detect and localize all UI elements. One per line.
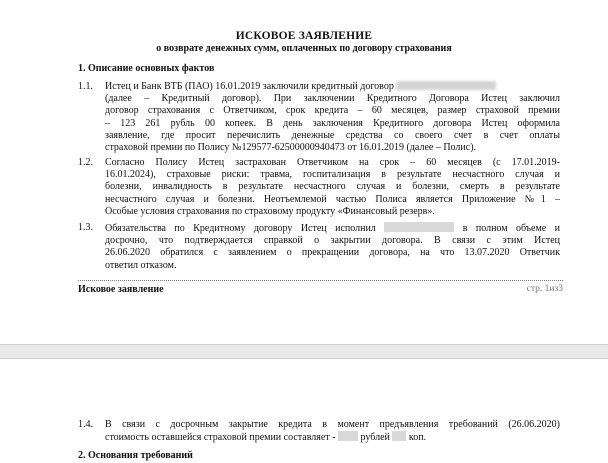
paragraph-1-1 <box>105 81 560 154</box>
paragraph-line: договор страхования с Ответчиком, срок кредита – 60 месяцев, размер страховой премии <box>105 105 560 117</box>
paragraph-line: – 123 261 рубль 00 копеек. В день заключения Кредитного договора Истец оформила <box>105 117 560 129</box>
document-title: ИСКОВОЕ ЗАЯВЛЕНИЕ <box>235 30 373 42</box>
paragraph-number-1-1: 1.1. <box>78 81 93 92</box>
paragraph-line: досрочно, что подтверждается справкой о закрытии договора. В связи с этим Истец <box>105 235 560 247</box>
paragraph-1-2 <box>105 157 560 218</box>
redacted-amount <box>384 222 454 232</box>
document-subtitle: о возврате денежных сумм, оплаченных по договору страхования <box>156 43 452 54</box>
paragraph-line: ответил отказом. <box>105 259 177 271</box>
paragraph-number-1-2: 1.2. <box>78 157 93 168</box>
footer-divider <box>78 280 563 281</box>
section-heading-1: 1. Описание основных фактов <box>78 63 215 74</box>
redacted-rubles <box>338 431 358 441</box>
paragraph-line: страховой премии по Полису №129577-62500000940473 от 16.01.2019 (далее – Полис). <box>105 142 477 154</box>
page-separator <box>0 344 608 359</box>
redacted-contract-number <box>396 81 496 90</box>
paragraph-number-1-4: 1.4. <box>78 419 93 430</box>
paragraph-line: Особые условия страхования по страховому продукту «Финансовый резерв». <box>105 205 435 217</box>
document-page-2 <box>0 359 608 463</box>
paragraph-line: Истец и Банк ВТБ (ПАО) 16.01.2019 заключили кредитный договор <box>105 81 560 93</box>
footer-page-number: стр. 1из3 <box>526 284 563 294</box>
paragraph-1-4 <box>105 419 560 444</box>
section-heading-2: 2. Основания требований <box>78 450 193 461</box>
paragraph-line: стоимость оставшейся страховой премии составляет - рублей коп. <box>105 432 427 444</box>
paragraph-line: несчастного случая и болезни. Неотъемлемой частью Полиса является Приложение №1 – <box>105 193 560 205</box>
paragraph-line: В связи с досрочным закрытие кредита в момент предъявления требований (26.06.2020) <box>105 419 560 430</box>
footer-document-name: Исковое заявление <box>78 284 164 295</box>
paragraph-line: Обязательства по Кредитному договору Истец исполнил в полном объеме и <box>105 223 561 234</box>
paragraph-1-3 <box>105 222 560 272</box>
paragraph-line: болезни, инвалидность в результате несчастного случая и болезни, смерть в результате <box>105 181 560 193</box>
paragraph-line: (далее – Кредитный договор). При заключении Кредитного Договора Истец заключил <box>105 93 560 105</box>
paragraph-number-1-3: 1.3. <box>78 222 93 233</box>
paragraph-line: 16.01.2024), страховые риски: травма, госпитализация в результате несчастного случая и <box>105 169 560 181</box>
paragraph-line: заявление, где просит перечислить денежные средства со своего счет в счет оплаты <box>105 129 560 141</box>
redacted-kopecks <box>392 431 406 441</box>
paragraph-line: 26.06.2020 обратился с заявлением о прекращении договора, на что 13.07.2020 Ответчик <box>105 247 560 259</box>
paragraph-line: Согласно Полису Истец застрахован Ответчиком на срок – 60 месяцев (с 17.01.2019- <box>105 157 560 168</box>
